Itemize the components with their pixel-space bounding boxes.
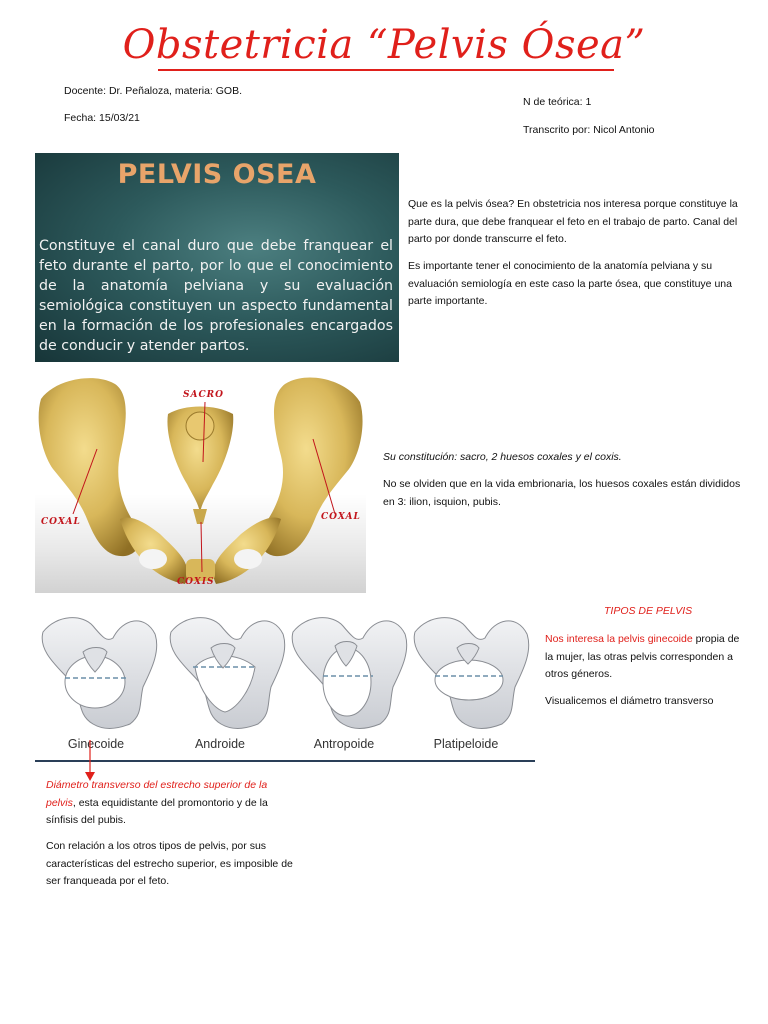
- diametro-visualize-text: Visualicemos el diámetro transverso: [545, 695, 714, 707]
- teorica-number: N de teórica: 1: [523, 96, 592, 108]
- label-ginecoide: Ginecoide: [67, 737, 125, 751]
- importance-paragraph: Es importante tener el conocimiento de la anatomía pelviana y su evaluación semiología en este caso la parte ósea, que constituye una parte importante.: [408, 260, 732, 307]
- ginecoide-pelvis: [42, 618, 157, 729]
- label-sacro: SACRO: [183, 390, 224, 400]
- label-platipeloide: Platipeloide: [433, 737, 499, 751]
- page-title: Obstetricia “Pelvis Ósea”: [122, 22, 646, 68]
- arrow-icon: [84, 740, 96, 782]
- title-underline: [158, 69, 614, 71]
- slide-body: Constituye el canal duro que debe franquear el feto durante el parto, por lo que el conocimiento de la anatomía pelviana y su evaluación semiológica constituyen un aspecto fundamental en la formación de los profesionales encargados de conducir y atender partos.: [39, 238, 393, 354]
- antropoide-pelvis: [292, 618, 407, 729]
- platipeloide-pelvis: [414, 618, 529, 729]
- embryonic-text: No se olviden que en la vida embrionaria, los huesos coxales están divididos en 3: ilion, isquion, pubis.: [383, 478, 741, 508]
- ginecoide-paragraph: [545, 631, 745, 684]
- slide-title: PELVIS OSEA: [117, 159, 317, 190]
- ginecoide-rest: propia de la mujer, las otras pelvis corresponden a otros géneros.: [545, 633, 740, 680]
- pelvis-types-image: [35, 612, 535, 762]
- transcriber-text: Transcrito por: Nicol Antonio: [523, 124, 655, 136]
- label-antropoide: Antropoide: [313, 737, 375, 751]
- diametro-highlight: Diámetro transverso del estrecho superior de la pelvis: [46, 779, 268, 809]
- diametro-rest: , esta equidistante del promontorio y de la sínfisis del pubis.: [46, 796, 268, 826]
- types-baseline: [35, 760, 535, 762]
- pelvis-anatomy-image: [35, 374, 366, 593]
- diametro-paragraph: [46, 777, 296, 830]
- label-coxal-left: COXAL: [41, 517, 81, 527]
- label-coxal-right: COXAL: [321, 512, 361, 522]
- fecha-text: Fecha: 15/03/21: [64, 112, 140, 124]
- ginecoide-highlight: Nos interesa la pelvis ginecoide: [545, 633, 693, 645]
- constitution-text: Su constitución: sacro, 2 huesos coxales y el coxis.: [383, 451, 622, 463]
- androide-pelvis: [170, 618, 285, 729]
- tipos-heading: TIPOS DE PELVIS: [604, 605, 693, 617]
- pelvis-bones-illustration: [35, 374, 366, 593]
- intro-paragraph: Que es la pelvis ósea? En obstetricia nos interesa porque constituye la parte dura, que debe franquear el feto en el trabajo de parto. Canal del parto por donde transcurre el feto.: [408, 198, 738, 245]
- label-androide: Androide: [194, 737, 246, 751]
- label-coxis: COXIS: [177, 577, 215, 587]
- pelvis-osea-slide: [35, 153, 399, 362]
- other-types-paragraph: Con relación a los otros tipos de pelvis, por sus características del estrecho superior, es imposible de ser franqueada por el feto.: [46, 840, 293, 887]
- docente-text: Docente: Dr. Peñaloza, materia: GOB.: [64, 85, 242, 97]
